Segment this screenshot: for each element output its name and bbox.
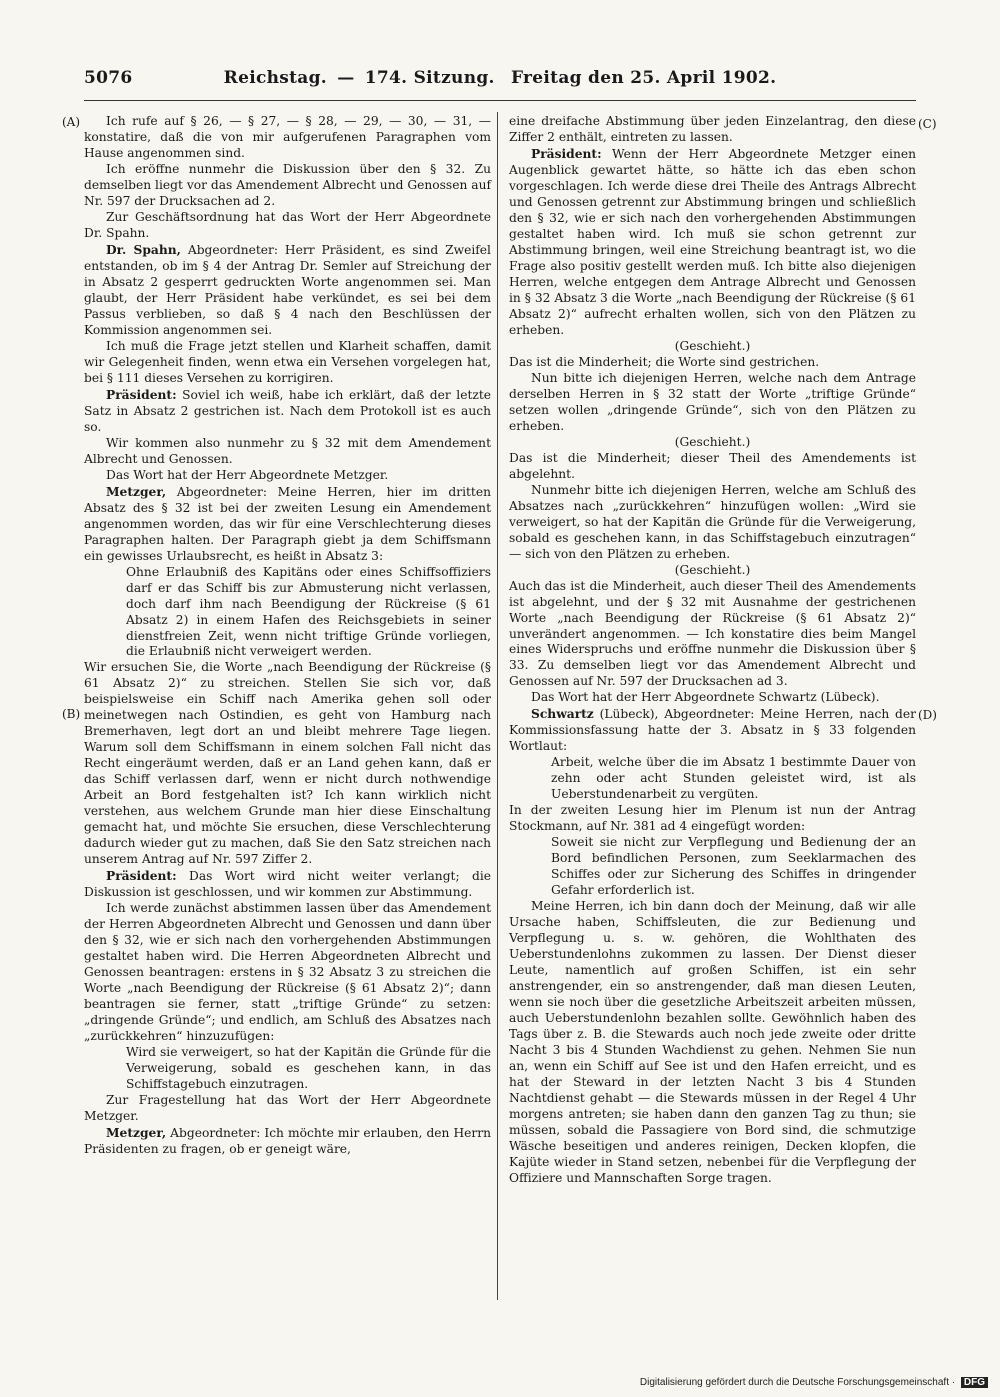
paragraph-text: Soviel ich weiß, habe ich erklärt, daß der letzte Satz in Absatz 2 gestrichen ist. Nach dem Protokoll ist es auch so. [84, 387, 491, 434]
footer-dot: · [951, 1377, 956, 1388]
paragraph-text: Wenn der Herr Abgeordnete Metzger einen Augenblick gewartet hätte, so hätte ich das eben schon vorgeschlagen. Ich werde diese drei Theile des Antrags Albrecht und Genossen getrennt zur Abstimmung bringen und schließlich den § 32, wie er sich nach den vorhergehenden Abstimmungen gestaltet haben wird. Ich muß sie schon getrennt zur Abstimmung bringen, weil eine Streichung beantragt ist, wo die Frage also positiv gestellt werden muß. Ich bitte also diejenigen Herren, welche entgegen dem Antrage Albrecht und Genossen in § 32 Absatz 3 die Worte „nach Beendigung der Rückreise (§ 61 Absatz 2)“ aufrecht erhalten wollen, sich von den Plätzen zu erheben. [509, 146, 916, 337]
paragraph-text: (Geschieht.) [674, 434, 751, 449]
paragraph-text: (Geschieht.) [674, 562, 751, 577]
paragraph [84, 1093, 491, 1125]
paragraph [84, 468, 491, 484]
paragraph-text: Ich eröffne nunmehr die Diskussion über den § 32. Zu demselben liegt vor das Amendement Albrecht und Genossen auf Nr. 597 der Drucksachen ad 2. [84, 161, 491, 208]
paragraph [509, 371, 916, 435]
paragraph-text: Zur Fragestellung hat das Wort der Herr Abgeordnete Metzger. [84, 1093, 491, 1124]
paragraph-text: Abgeordneter: Meine Herren, hier im dritten Absatz des § 32 ist bei der zweiten Lesung ein Amendement angenommen worden, das wir für eine Verschlechterung dieses Paragraphen halten. Der Paragraph giebt ja dem Schiffsmann ein gewisses Urlaubsrecht, es heißt in Absatz 3: [84, 484, 491, 563]
paragraph-text: Ich rufe auf § 26, — § 27, — § 28, — 29, — 30, — 31, — konstatire, daß die von mir aufgerufenen Paragraphen vom Hause angenommen sind. [84, 114, 491, 160]
paragraph [84, 1125, 491, 1158]
header-body: Reichstag. [223, 68, 328, 88]
speaker-name: Metzger, [106, 483, 167, 499]
paragraph [126, 565, 491, 661]
paragraph [84, 387, 491, 436]
header-dash: — [337, 68, 355, 88]
paragraph [509, 355, 916, 371]
paragraph-text: Zur Geschäftsordnung hat das Wort der Herr Abgeordnete Dr. Spahn. [84, 209, 491, 240]
paragraph [509, 483, 916, 563]
paragraph [126, 1045, 491, 1093]
speaker-name: Dr. Spahn, [106, 241, 181, 257]
header-rule [84, 100, 916, 101]
paragraph-text: Abgeordneter: Herr Präsident, es sind Zweifel entstanden, ob im § 4 der Antrag Dr. Semler auf Streichung der in Absatz 2 gesperrt gedruckten Worte angenommen sei. Man glaubt, der Herr Präsident habe verkündet, es sei bei dem Passus verblieben, so daß § 4 nach den Beschlüssen der Kommission angenommen sei. [84, 242, 491, 337]
header-title [84, 68, 916, 88]
paragraph-text: Arbeit, welche über die im Absatz 1 bestimmte Dauer von zehn oder acht Stunden geleistet wird, ist als Ueberstundenarbeit zu vergüten. [551, 755, 916, 802]
paragraph-text: Meine Herren, ich bin dann doch der Meinung, daß wir alle Ursache haben, Schiffsleuten, die zur Bedienung und Verpflegung u. s. w. gehören, die Wohlthaten des Ueberstundenlohns zukommen zu lassen. Der Dienst dieser Leute, namentlich auf großen Schiffen, ist ein sehr anstrengender, ein so anstrengender, daß man diesen Leuten, wenn sie noch über die gesetzliche Arbeitszeit arbeiten müssen, auch Ueberstundenlohn bezahlen sollte. Gewöhnlich haben des Tags über z. B. die Stewards auch noch jede zweite oder dritte Nacht 3 bis 4 Stunden Wachdienst zu gehen. Nehmen Sie nun an, wenn ein Schiff auf See ist und den Hafen erreicht, und es hat der Steward in der letzten Nacht 3 bis 4 Stunden Nachtdienst gehabt — die Stewards müssen in der Regel 4 Uhr morgens antreten; sie haben dann den ganzen Tag zu thun; sie müssen, sobald die Passagiere von Bord sind, die schmutzige Wäsche beseitigen und anderes reinigen, Decken klopfen, die Kajüte wieder in Stand setzen, nebenbei für die Verpflegung der Offiziere und Mannschaften Sorge tragen. [509, 899, 916, 1185]
margin-mark-d: (D) [918, 708, 937, 722]
paragraph [84, 210, 491, 242]
paragraph [84, 242, 491, 339]
speaker-name: Präsident: [106, 386, 177, 402]
paragraph [509, 706, 916, 755]
paragraph [551, 835, 916, 899]
paragraph-text: Nun bitte ich diejenigen Herren, welche nach dem Antrage derselben Herren in § 32 statt der Worte „triftige Gründe“ setzen wollen „dringende Gründe“, sich von den Plätzen zu erheben. [509, 370, 916, 433]
paragraph [84, 660, 491, 868]
speaker-name: Präsident: [106, 868, 177, 884]
paragraph-text: Wird sie verweigert, so hat der Kapitän die Gründe für die Verweigerung, sobald es geschehen kann, in das Schiffstagebuch einzutragen. [126, 1045, 491, 1092]
header-date: Freitag den 25. April 1902. [510, 68, 777, 88]
paragraph [509, 690, 916, 706]
paragraph-text: Das Wort hat der Herr Abgeordnete Schwartz (Lübeck). [531, 690, 880, 705]
paragraph [509, 579, 916, 691]
paragraph [84, 868, 491, 901]
paragraph [509, 803, 916, 835]
footer-text: Digitalisierung gefördert durch die Deutsche Forschungsgemeinschaft [639, 1377, 949, 1388]
paragraph-text: Ohne Erlaubniß des Kapitäns oder eines Schiffsoffiziers darf er das Schiff bis zur Abmusterung nicht verlassen, doch darf ihm nach Beendigung der Rückreise (§ 61 Absatz 2) in einem Hafen des Reichsgebiets in seiner dienstfreien Zeit, wenn nicht triftige Gründe vorliegen, die Erlaubniß nicht verweigert werden. [126, 564, 491, 659]
dfg-logo: DFG [961, 1377, 988, 1388]
speaker-name: Metzger, [106, 1125, 167, 1141]
paragraph [509, 451, 916, 483]
paragraph [509, 563, 916, 579]
paragraph-text: Ich muß die Frage jetzt stellen und Klarheit schaffen, damit wir Gelegenheit finden, wenn etwa ein Versehen vorgelegen hat, bei § 111 dieses Versehen zu korrigiren. [84, 338, 491, 385]
paragraph-text: Auch das ist die Minderheit, auch dieser Theil des Amendements ist abgelehnt, und der § 32 mit Ausnahme der gestrichenen Worte „nach Beendigung der Rückreise (§ 61 Absatz 2)“ unverändert angenommen. — Ich konstatire dies beim Mangel eines Widerspruchs und eröffne nunmehr die Diskussion über § 33. Zu demselben liegt vor das Amendement Albrecht und Genossen auf Nr. 597 der Drucksachen ad 3. [509, 578, 916, 689]
speaker-name: Präsident: [531, 145, 602, 161]
paragraph-text: Das Wort wird nicht weiter verlangt; die Diskussion ist geschlossen, und wir kommen zur Abstimmung. [84, 869, 491, 900]
paragraph-text: Soweit sie nicht zur Verpflegung und Bedienung der an Bord befindlichen Personen, zum Seeklarmachen des Schiffes oder zur Sicherung des Schiffes in dringender Gefahr erforderlich ist. [551, 835, 916, 898]
paragraph [551, 755, 916, 803]
paragraph [84, 339, 491, 387]
paragraph [509, 899, 916, 1187]
paragraph-text: Das Wort hat der Herr Abgeordnete Metzger. [106, 467, 389, 482]
paragraph [84, 114, 491, 162]
paragraph [509, 114, 916, 146]
paragraph [509, 435, 916, 451]
paragraph-text: In der zweiten Lesung hier im Plenum ist nun der Antrag Stockmann, auf Nr. 381 ad 4 eingefügt worden: [509, 803, 916, 834]
margin-mark-b: (B) [62, 707, 81, 721]
paragraph [509, 339, 916, 355]
paragraph-text: Das ist die Minderheit; die Worte sind gestrichen. [509, 354, 820, 369]
paragraph [84, 484, 491, 565]
footer-credit [640, 1377, 988, 1388]
paragraph-text: Ich werde zunächst abstimmen lassen über das Amendement der Herren Abgeordneten Albrecht und Genossen und dann über den § 32, wie er sich nach den vorhergehenden Abstimmungen gestaltet haben wird. Die Herren Abgeordneten Albrecht und Genossen beantragen: erstens in § 32 Absatz 3 zu streichen die Worte „nach Beendigung der Rückreise (§ 61 Absatz 2)“; dann beantragen sie ferner, statt „triftige Gründe“ zu setzen: „dringende Gründe“; und endlich, am Schluß des Absatzes nach „zurückkehren“ hinzuzufügen: [84, 901, 491, 1044]
header-session: 174. Sitzung. [364, 68, 495, 88]
page-number: 5076 [84, 68, 133, 88]
left-text-column [84, 114, 491, 1158]
paragraph [84, 162, 491, 210]
paragraph [509, 146, 916, 339]
paragraph [84, 901, 491, 1045]
paragraph-text: (Geschieht.) [674, 338, 751, 353]
paragraph-text: Nunmehr bitte ich diejenigen Herren, welche am Schluß des Absatzes nach „zurückkehren“ hinzufügen wollen: „Wird sie verweigert, so hat der Kapitän die Gründe für die Verweigerung, sobald es geschehen kann, in das Schiffstagebuch einzutragen“ — sich von den Plätzen zu erheben. [509, 482, 916, 561]
paragraph-text: Abgeordneter: Ich möchte mir erlauben, den Herrn Präsidenten zu fragen, ob er geneigt wäre, [84, 1126, 491, 1156]
margin-mark-a: (A) [62, 115, 81, 129]
paragraph [84, 436, 491, 468]
paragraph-text: eine dreifache Abstimmung über jeden Einzelantrag, den diese Ziffer 2 enthält, eintreten zu lassen. [509, 114, 916, 144]
paragraph-text: Wir kommen also nunmehr zu § 32 mit dem Amendement Albrecht und Genossen. [84, 435, 491, 466]
margin-mark-c: (C) [918, 117, 937, 131]
paragraph-text: Wir ersuchen Sie, die Worte „nach Beendigung der Rückreise (§ 61 Absatz 2)“ zu streichen. Stellen Sie sich vor, daß beispielsweise ein Schiff nach Amerika gehen soll oder meinetwegen nach Ostindien, es geht von Hamburg nach Bremerhaven, legt dort an und bleibt mehrere Tage liegen. Warum soll dem Schiffsmann in einem solchen Fall nicht das Recht eingeräumt werden, daß er an Land gehen kann, daß er das Schiff verlassen darf, wenn er nicht durch nothwendige Arbeit an Bord festgehalten ist? Ich kann wirklich nicht verstehen, aus welchem Grunde man hier diese Einschaltung gemacht hat, und möchte Sie ersuchen, diese Verschlechterung dadurch wieder gut zu machen, daß Sie den Satz streichen nach unserem Antrag auf Nr. 597 Ziffer 2. [84, 660, 491, 867]
right-text-column [509, 114, 916, 1187]
column-separator [497, 112, 498, 1300]
paragraph-text: (Lübeck), Abgeordneter: Meine Herren, nach der Kommissionsfassung hatte der 3. Absatz in § 33 folgenden Wortlaut: [509, 707, 916, 754]
paragraph-text: Das ist die Minderheit; dieser Theil des Amendements ist abgelehnt. [509, 450, 916, 481]
speaker-name: Schwartz [531, 706, 594, 722]
running-header [84, 66, 916, 94]
